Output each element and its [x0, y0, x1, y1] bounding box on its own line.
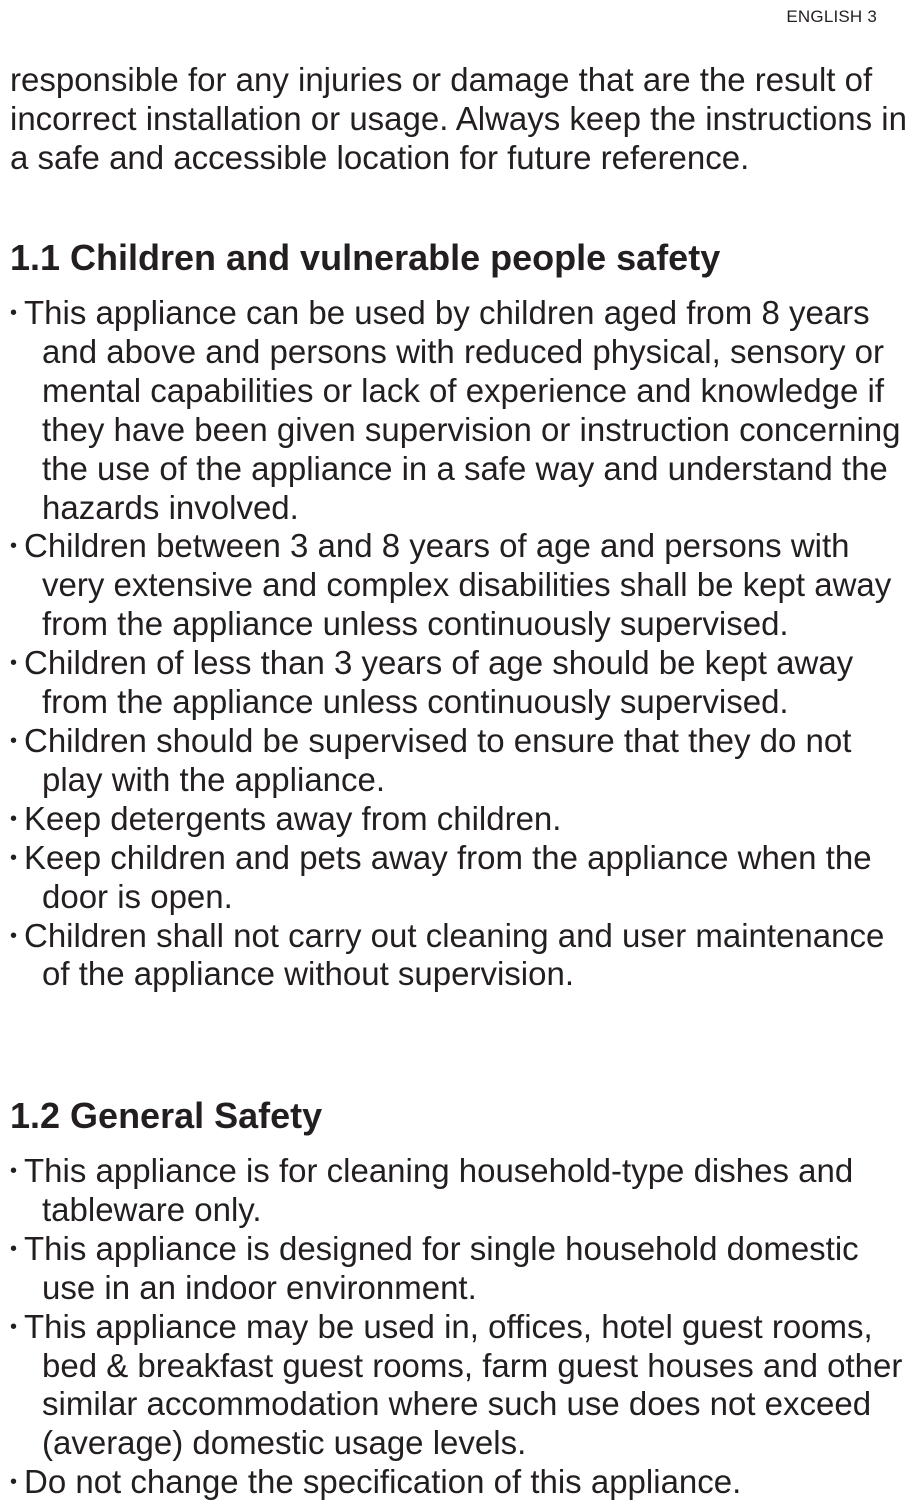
bullet-icon: •	[10, 652, 18, 675]
section-title-general-safety: 1.2 General Safety	[10, 1095, 323, 1136]
list-item	[10, 1308, 916, 1464]
list-item-text: This appliance is for cleaning household-type dishes and tableware only.	[24, 1152, 854, 1228]
bullet-icon: •	[10, 846, 18, 869]
list-item	[10, 294, 916, 527]
list-item-text: This appliance can be used by children aged from 8 years and above and persons with reduced physical, sensory or mental capabilities or lack of experience and knowledge if they have been given supervision or instruction concerning the use of the appliance in a safe way and understand the hazards involved.	[24, 294, 901, 526]
list-item	[10, 839, 916, 917]
list-item	[10, 800, 916, 839]
list-item-text: Keep children and pets away from the appliance when the door is open.	[24, 838, 872, 915]
bullet-icon: •	[10, 807, 18, 830]
list-item-text: Children shall not carry out cleaning and user maintenance of the appliance without supervision.	[24, 916, 885, 993]
list-item	[10, 527, 916, 644]
list-item	[10, 1463, 916, 1502]
bullet-icon: •	[10, 535, 18, 558]
list-item-text: Children between 3 and 8 years of age and persons with very extensive and complex disabilities shall be kept away from the appliance unless continuously supervised.	[24, 527, 892, 643]
list-item	[10, 1152, 916, 1230]
bullet-icon: •	[10, 302, 18, 324]
section-title-children-safety: 1.1 Children and vulnerable people safety	[10, 237, 721, 278]
bullet-icon: •	[10, 1160, 18, 1182]
bullet-icon: •	[10, 729, 18, 752]
bullet-icon: •	[10, 924, 18, 947]
bullet-icon: •	[10, 1471, 18, 1494]
page-number-label: ENGLISH 3	[786, 7, 877, 26]
list-item-text: Do not change the specification of this appliance.	[24, 1463, 742, 1501]
bullet-icon: •	[10, 1315, 18, 1338]
list-item-text: Children of less than 3 years of age should be kept away from the appliance unless continuously supervised.	[24, 644, 854, 721]
list-item	[10, 644, 916, 722]
bullet-icon: •	[10, 1237, 18, 1260]
general-safety-list	[10, 1152, 916, 1502]
list-item	[10, 917, 916, 995]
list-item-text: This appliance is designed for single household domestic use in an indoor environment.	[24, 1229, 859, 1306]
list-item-text: Keep detergents away from children.	[24, 799, 562, 837]
list-item	[10, 1230, 916, 1308]
children-safety-list	[10, 294, 916, 994]
intro-paragraph: responsible for any injuries or damage that are the result of incorrect installation or usage. Always keep the instructions in a safe and accessible location for future reference.	[10, 61, 907, 176]
list-item	[10, 722, 916, 800]
list-item-text: This appliance may be used in, offices, hotel guest rooms, bed & breakfast guest rooms, farm guest houses and other similar accommodation where such use does not exceed (average) domestic usage levels.	[24, 1307, 903, 1462]
list-item-text: Children should be supervised to ensure that they do not play with the appliance.	[24, 721, 852, 798]
